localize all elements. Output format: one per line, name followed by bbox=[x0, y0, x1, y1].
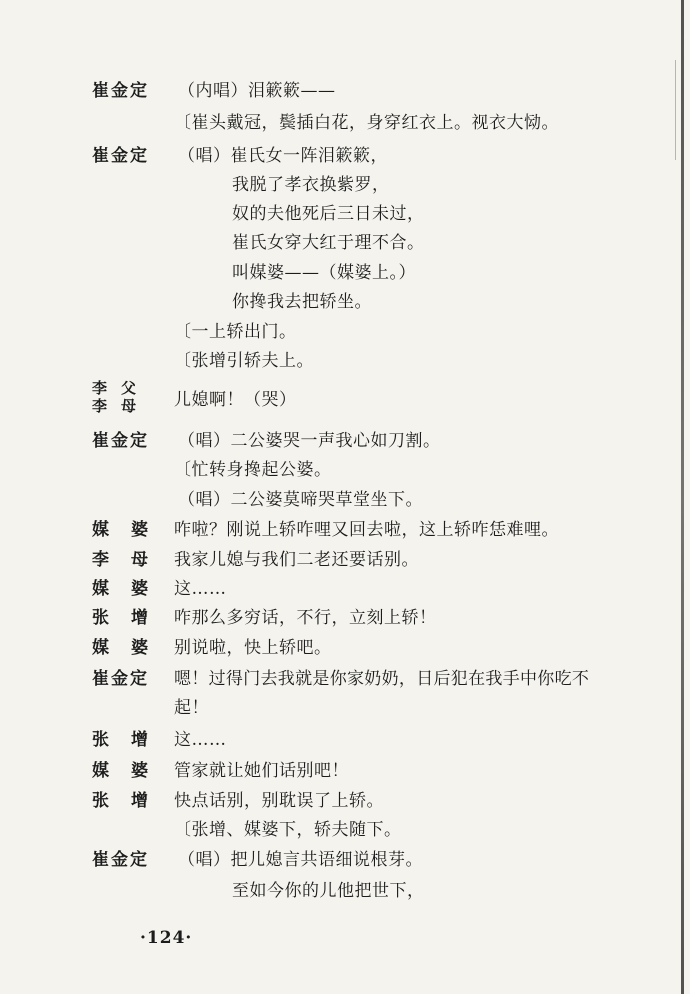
dialogue-line: 这…… bbox=[174, 730, 227, 750]
dialogue-line: （唱）崔氏女一阵泪簌簌， bbox=[178, 146, 388, 166]
dialogue-line: 起！ bbox=[174, 698, 209, 718]
scan-edge-shadow bbox=[681, 0, 684, 994]
dialogue-line: （唱）二公婆哭一声我心如刀割。 bbox=[178, 431, 441, 451]
speaker-name: 李母 bbox=[92, 550, 170, 570]
dialogue-line: 别说啦，快上轿吧。 bbox=[174, 638, 332, 658]
dialogue-line: （唱）二公婆莫啼哭草堂坐下。 bbox=[178, 490, 423, 510]
stage-direction: 〔崔头戴冠，鬓插白花，身穿红衣上。视衣大恸。 bbox=[174, 113, 559, 133]
dialogue-line: 儿媳啊！（哭） bbox=[174, 390, 297, 410]
verse-line: 至如今你的儿他把世下， bbox=[232, 881, 425, 901]
verse-line: 叫媒婆——（媒婆上。） bbox=[232, 263, 416, 283]
speaker-name: 崔金定 bbox=[92, 146, 149, 166]
speaker-name: 李父 bbox=[92, 379, 151, 397]
speaker-name: 崔金定 bbox=[92, 850, 149, 870]
speaker-name: 媒婆 bbox=[92, 638, 170, 658]
dialogue-line: 咋啦？刚说上轿咋哩又回去啦，这上轿咋恁难哩。 bbox=[174, 520, 559, 540]
speaker-name: 媒婆 bbox=[92, 761, 170, 781]
dialogue-line: 我家儿媳与我们二老还要话别。 bbox=[174, 550, 419, 570]
stage-direction: 〔一上轿出门。 bbox=[174, 322, 297, 342]
dialogue-line: 嗯！过得门去我就是你家奶奶，日后犯在我手中你吃不 bbox=[174, 669, 590, 689]
verse-line: 奴的夫他死后三日未过， bbox=[232, 204, 425, 224]
speaker-name: 李母 bbox=[92, 397, 151, 415]
dialogue-line: 这…… bbox=[174, 579, 227, 599]
speaker-name: 张增 bbox=[92, 791, 170, 811]
page-number: ·124· bbox=[140, 928, 193, 948]
stage-direction: 〔忙转身搀起公婆。 bbox=[174, 460, 332, 480]
dialogue-line: （内唱）泪簌簌—— bbox=[178, 81, 336, 101]
verse-line: 你搀我去把轿坐。 bbox=[232, 292, 372, 312]
scan-edge-line bbox=[675, 60, 676, 160]
dialogue-line: （唱）把儿媳言共语细说根芽。 bbox=[178, 850, 423, 870]
dialogue-line: 咋那么多穷话，不行，立刻上轿！ bbox=[174, 608, 437, 628]
speaker-name: 崔金定 bbox=[92, 81, 149, 101]
stage-direction: 〔张增引轿夫上。 bbox=[174, 351, 314, 371]
speaker-name: 崔金定 bbox=[92, 669, 149, 689]
stage-direction: 〔张增、媒婆下，轿夫随下。 bbox=[174, 820, 402, 840]
dialogue-line: 快点话别，别耽误了上轿。 bbox=[174, 791, 384, 811]
verse-line: 崔氏女穿大红于理不合。 bbox=[232, 233, 425, 253]
speaker-name: 张增 bbox=[92, 608, 170, 628]
speaker-name: 崔金定 bbox=[92, 431, 149, 451]
verse-line: 我脱了孝衣换紫罗， bbox=[232, 175, 390, 195]
speaker-name: 媒婆 bbox=[92, 520, 170, 540]
speaker-name: 张增 bbox=[92, 730, 170, 750]
speaker-name: 媒婆 bbox=[92, 579, 170, 599]
dialogue-line: 管家就让她们话别吧！ bbox=[174, 761, 349, 781]
